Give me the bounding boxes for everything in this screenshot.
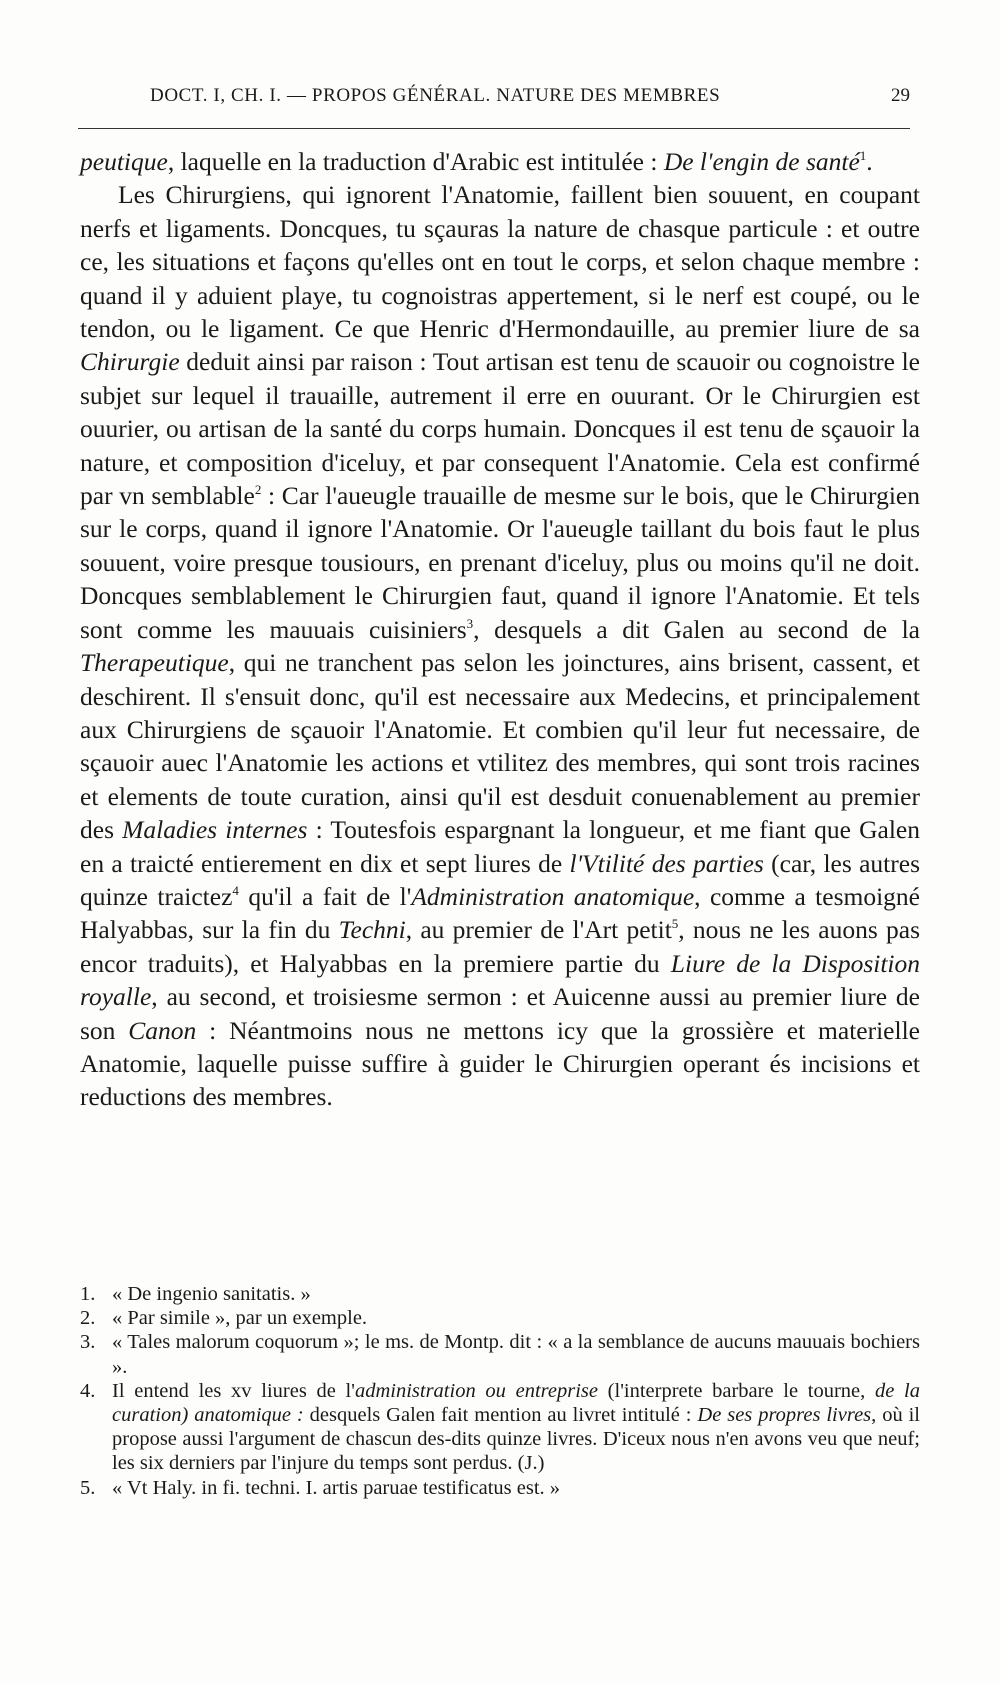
footnote-number: 2.	[80, 1307, 96, 1330]
text-run: .	[866, 147, 873, 176]
footnote-number: 5.	[80, 1476, 96, 1499]
page-number: 29	[891, 85, 910, 106]
text-run: qu'il a fait de l'	[238, 881, 412, 911]
text-run: Les Chirurgiens, qui ignorent l'Anatomie, faillent bien souuent, en coupant nerfs et ligaments. Doncques, tu sçauras la nature de chasque particule : et outre ce, les situations et façons qu'elles ont en tout le corps, et selon chaque membre : quand il y aduient playe, tu cognoistras appertement, si le nerf est coupé, ou le tendon, ou le ligament. Ce que Henric d'Hermondauille, au premier liure de sa	[80, 180, 920, 344]
footnote-text: Il entend les xv liures de l'	[112, 1379, 355, 1402]
italic-title: Maladies internes	[122, 815, 308, 845]
footnote-italic: administration ou entreprise	[354, 1379, 598, 1402]
footnote-5	[80, 1476, 920, 1500]
footnote-number: 3.	[80, 1331, 96, 1354]
footnote-text: , où il propose aussi l'argument de chascun des-dits quinze livres. D'iceux nous n'en avons veu que neuf; les six derniers par l'injure du temps sont perdus. (J.)	[112, 1404, 920, 1475]
italic-title: Chirurgie	[80, 347, 180, 377]
footnote-number: 1.	[80, 1283, 96, 1305]
footnote-text: « De ingenio sanitatis. »	[112, 1283, 311, 1305]
footnote-number: 4.	[80, 1379, 96, 1402]
italic-title: Therapeutique	[80, 648, 229, 678]
text-run: , qui ne tranchent pas selon les joinctures, ains brisent, cassent, et deschirent. Il s'ensuit donc, qu'il est necessaire aux Medecins, et principalement aux Chirurgiens de sçauoir l'Anatomie. Et combien qu'il leur fut necessaire, de sçauoir auec l'Anatomie les actions et vtilitez des membres, qui sont trois racines et elements de toute curation, ainsi qu'il est desduit conuenablement au premier des	[80, 648, 920, 845]
main-text	[80, 145, 920, 1114]
text-run: , au second, et troisiesme sermon : et Auicenne aussi au premier liure de son	[80, 982, 920, 1045]
italic-title: Administration anatomique	[411, 881, 695, 911]
footnote-ref-1: 1	[859, 148, 867, 163]
footnote-ref-5: 5	[671, 916, 679, 932]
footnote-italic: de la curation) anatomique :	[112, 1379, 920, 1427]
footnote-4	[80, 1379, 920, 1476]
footnote-text: « Vt Haly. in fi. techni. I. artis paruae testificatus est. »	[112, 1476, 561, 1499]
footnote-3	[80, 1330, 920, 1378]
running-head: DOCT. I, CH. I. — PROPOS GÉNÉRAL. NATURE DES MEMBRES	[150, 85, 721, 106]
text-run: : Car l'aueugle trauaille de mesme sur le bois, que le Chirurgien sur le corps, quand il ignore l'Anatomie. Or l'aueugle taillant du bois faut le plus souuent, voire presque tousiours, en prenant d'iceluy, plus ou moins qu'il ne doit. Doncques semblablement le Chirurgien faut, quand il ignore l'Anatomie. Et tels sont comme les mauuais cuisiniers	[80, 481, 920, 644]
text-run: , desquels a dit Galen au second de la	[473, 614, 920, 644]
footnote-text: (l'interprete barbare le tourne,	[597, 1379, 875, 1402]
text-run: , nous ne les auons pas encor traduits), et Halyabbas en la premiere partie du	[80, 915, 920, 978]
italic-title: Canon	[128, 1015, 197, 1045]
header-rule	[78, 128, 910, 129]
paragraph-continuation	[80, 145, 920, 178]
footnotes	[80, 1282, 920, 1500]
footnote-text: « Par simile », par un exemple.	[112, 1307, 368, 1330]
text-run: , comme a tesmoigné Halyabbas, sur la fin du	[80, 881, 920, 945]
footnote-text: desquels Galen fait mention au livret intitulé :	[303, 1404, 698, 1427]
text-run: , au premier de l'Art petit	[405, 915, 672, 945]
footnote-text: « Tales malorum coquorum »; le ms. de Montp. dit : « a la semblance de aucuns mauuais bochiers ».	[112, 1331, 920, 1378]
footnote-italic: De ses propres livres	[697, 1404, 872, 1427]
paragraph-main	[80, 178, 920, 1113]
text-run: : Toutesfois espargnant la longueur, et me fiant que Galen en a traicté entierement en dix et sept liures de	[80, 815, 920, 878]
text-run: (car, les autres quinze traictez	[80, 848, 920, 911]
italic-term: peutique	[80, 147, 168, 176]
italic-title: Liure de la Disposition royalle	[80, 948, 920, 1012]
italic-title: De l'engin de santé	[663, 147, 860, 176]
text-run: , laquelle en la traduction d'Arabic est intitulée :	[167, 147, 664, 176]
footnote-1	[80, 1282, 920, 1306]
footnote-2	[80, 1306, 920, 1330]
text-run: deduit ainsi par raison : Tout artisan est tenu de scauoir ou cognoistre le subjet sur lequel il trauaille, autrement il erre en ouurant. Or le Chirurgien est ouurier, ou artisan de la santé du corps humain. Doncques il est tenu de sçauoir la nature, et composition d'iceluy, et par consequent l'Anatomie. Cela est confirmé par vn semblable	[80, 347, 920, 511]
page-header	[150, 85, 910, 117]
italic-title: Techni	[338, 915, 406, 945]
text-run: : Néantmoins nous ne mettons icy que la grossière et materielle Anatomie, laquelle puisse suffire à guider le Chirurgien operant és incisions et reductions des membres.	[80, 1015, 920, 1112]
footnote-ref-2: 2	[254, 482, 262, 498]
italic-title: l'Vtilité des parties	[569, 848, 764, 878]
footnote-ref-4: 4	[232, 882, 239, 898]
footnote-ref-3: 3	[466, 615, 474, 631]
